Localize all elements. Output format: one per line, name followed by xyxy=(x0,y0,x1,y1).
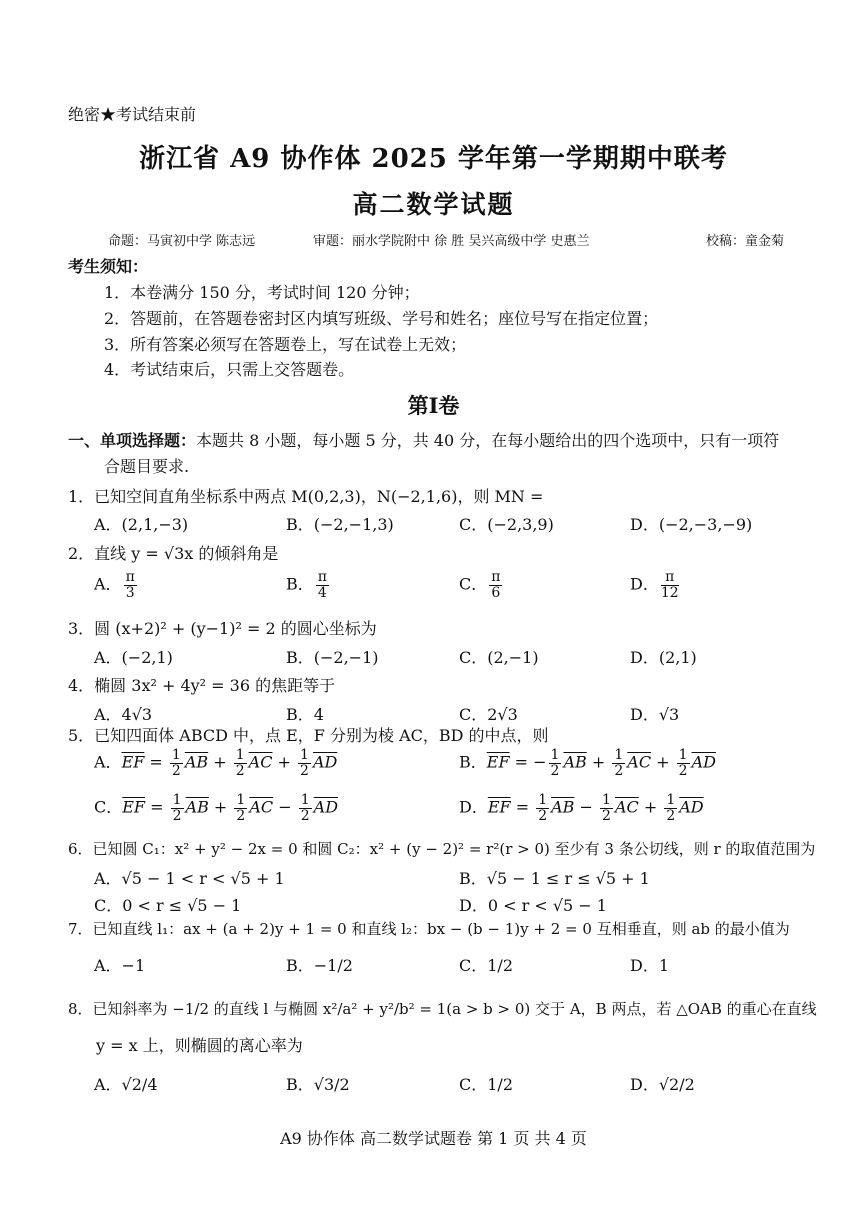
exam-subtitle: 高二数学试题 xyxy=(352,190,515,219)
question-3-option-a: A．(−2,1) xyxy=(94,648,173,667)
question-3-stem: 3．圆 (x+2)² + (y−1)² = 2 的圆心坐标为 xyxy=(68,619,377,638)
notice-item: 2．答题前，在答题卷密封区内填写班级、学号和姓名；座位号写在指定位置； xyxy=(104,309,659,328)
question-3-option-c: C．(2,−1) xyxy=(459,648,539,667)
question-2-option-d: D． $\frac{\pi}{12}$ xyxy=(630,569,679,601)
question-5-stem: 5．已知四面体 ABCD 中，点 E，F 分别为棱 AC，BD 的中点，则 xyxy=(68,726,549,745)
question-3-option-d: D．(2,1) xyxy=(630,648,697,667)
question-4-stem: 4．椭圆 3x² + 4y² = 36 的焦距等于 xyxy=(68,676,336,695)
question-1-option-b: B．(−2,−1,3) xyxy=(286,515,394,534)
question-4-option-d: D．√3 xyxy=(630,705,680,724)
section-text-cont: 合题目要求. xyxy=(104,457,190,476)
question-5-option-c: C．$\overline{EF}$ = $\frac{1}{2}$ $\overline{AB}$ + $\frac{1}{2}$ $\overline{AC}$ − $\frac{1}{2}$ $\overline{AD}$ xyxy=(94,792,339,824)
question-7-option-b: B．−1/2 xyxy=(286,956,353,975)
question-2-option-b: B． $\frac{\pi}{4}$ xyxy=(286,569,327,601)
page-footer: A9 协作体 高二数学试题卷 第 1 页 共 4 页 xyxy=(280,1129,587,1148)
question-2-stem: 2．直线 y = √3x 的倾斜角是 xyxy=(68,544,279,563)
question-8-stem-cont: y = x 上，则椭圆的离心率为 xyxy=(96,1036,303,1055)
question-7-stem: 7．已知直线 l₁：ax + (a + 2)y + 1 = 0 和直线 l₂：bx − (b − 1)y + 2 = 0 互相垂直，则 ab 的最小值为 xyxy=(68,920,790,938)
question-4-option-c: C．2√3 xyxy=(459,705,518,724)
question-4-option-b: B．4 xyxy=(286,705,324,724)
question-5-option-b: B．$\overline{EF}$ = − $\frac{1}{2}$ $\overline{AB}$ + $\frac{1}{2}$ $\overline{AC}$ + $\frac{1}{2}$ $\overline{AD}$ xyxy=(459,747,716,779)
notice-heading: 考生须知： xyxy=(68,257,149,276)
question-5-option-d: D．$\overline{EF}$ = $\frac{1}{2}$ $\overline{AB}$ − $\frac{1}{2}$ $\overline{AC}$ + $\frac{1}{2}$ $\overline{AD}$ xyxy=(459,792,704,824)
question-2-option-a: A． $\frac{\pi}{3}$ xyxy=(94,569,135,601)
exam-title: 浙江省 A9 协作体 2025 学年第一学期期中联考 xyxy=(139,144,728,174)
notice-item: 3．所有答案必须写在答题卷上，写在试卷上无效； xyxy=(104,335,467,354)
question-6-option-b: B．√5 − 1 ≤ r ≤ √5 + 1 xyxy=(459,869,650,888)
question-3-option-b: B．(−2,−1) xyxy=(286,648,379,667)
section-text: 本题共 8 小题，每小题 5 分，共 40 分，在每小题给出的四个选项中，只有一项符 xyxy=(196,431,780,450)
question-5-option-a: A．$\overline{EF}$ = $\frac{1}{2}$ $\overline{AB}$ + $\frac{1}{2}$ $\overline{AC}$ + $\frac{1}{2}$ $\overline{AD}$ xyxy=(94,747,338,779)
question-8-stem: 8．已知斜率为 −1/2 的直线 l 与椭圆 x²/a² + y²/b² = 1(a > b > 0) 交于 A，B 两点，若 △OAB 的重心在直线 xyxy=(68,1000,817,1018)
question-6-option-d: D．0 < r < √5 − 1 xyxy=(459,896,607,915)
confidential-mark: 绝密★考试结束前 xyxy=(68,105,197,124)
question-1-stem: 1．已知空间直角坐标系中两点 M(0,2,3)，N(−2,1,6)，则 MN = xyxy=(68,487,544,506)
section-heading xyxy=(68,428,779,451)
question-1-option-c: C．(−2,3,9) xyxy=(459,515,554,534)
question-2-option-c: C． $\frac{\pi}{6}$ xyxy=(459,569,501,601)
question-6-option-c: C．0 < r ≤ √5 − 1 xyxy=(94,896,242,915)
question-7-option-a: A．−1 xyxy=(94,956,146,975)
question-4-option-a: A．4√3 xyxy=(94,705,153,724)
notice-item: 1．本卷满分 150 分，考试时间 120 分钟； xyxy=(104,283,420,302)
question-6-option-a: A．√5 − 1 < r < √5 + 1 xyxy=(94,869,285,888)
notice-item: 4．考试结束后，只需上交答题卷。 xyxy=(104,360,355,379)
credit-author: 命题：马寅初中学 陈志远 xyxy=(108,234,256,249)
section-label: 一、单项选择题： xyxy=(68,431,197,450)
question-7-option-c: C．1/2 xyxy=(459,956,513,975)
question-1-option-d: D．(−2,−3,−9) xyxy=(630,515,753,534)
credit-review: 审题：丽水学院附中 徐 胜 吴兴高级中学 史惠兰 xyxy=(313,234,590,249)
question-7-option-d: D．1 xyxy=(630,956,670,975)
question-8-option-a: A．√2/4 xyxy=(94,1075,158,1094)
credit-proof: 校稿：童金菊 xyxy=(706,234,785,249)
question-8-option-b: B．√3/2 xyxy=(286,1075,350,1094)
question-8-option-d: D．√2/2 xyxy=(630,1075,695,1094)
part-title: 第Ⅰ卷 xyxy=(407,393,460,418)
question-1-option-a: A．(2,1,−3) xyxy=(94,515,189,534)
question-6-stem: 6．已知圆 C₁：x² + y² − 2x = 0 和圆 C₂：x² + (y − 2)² = r²(r > 0) 至少有 3 条公切线，则 r 的取值范围为 xyxy=(68,840,816,858)
question-8-option-c: C．1/2 xyxy=(459,1075,513,1094)
